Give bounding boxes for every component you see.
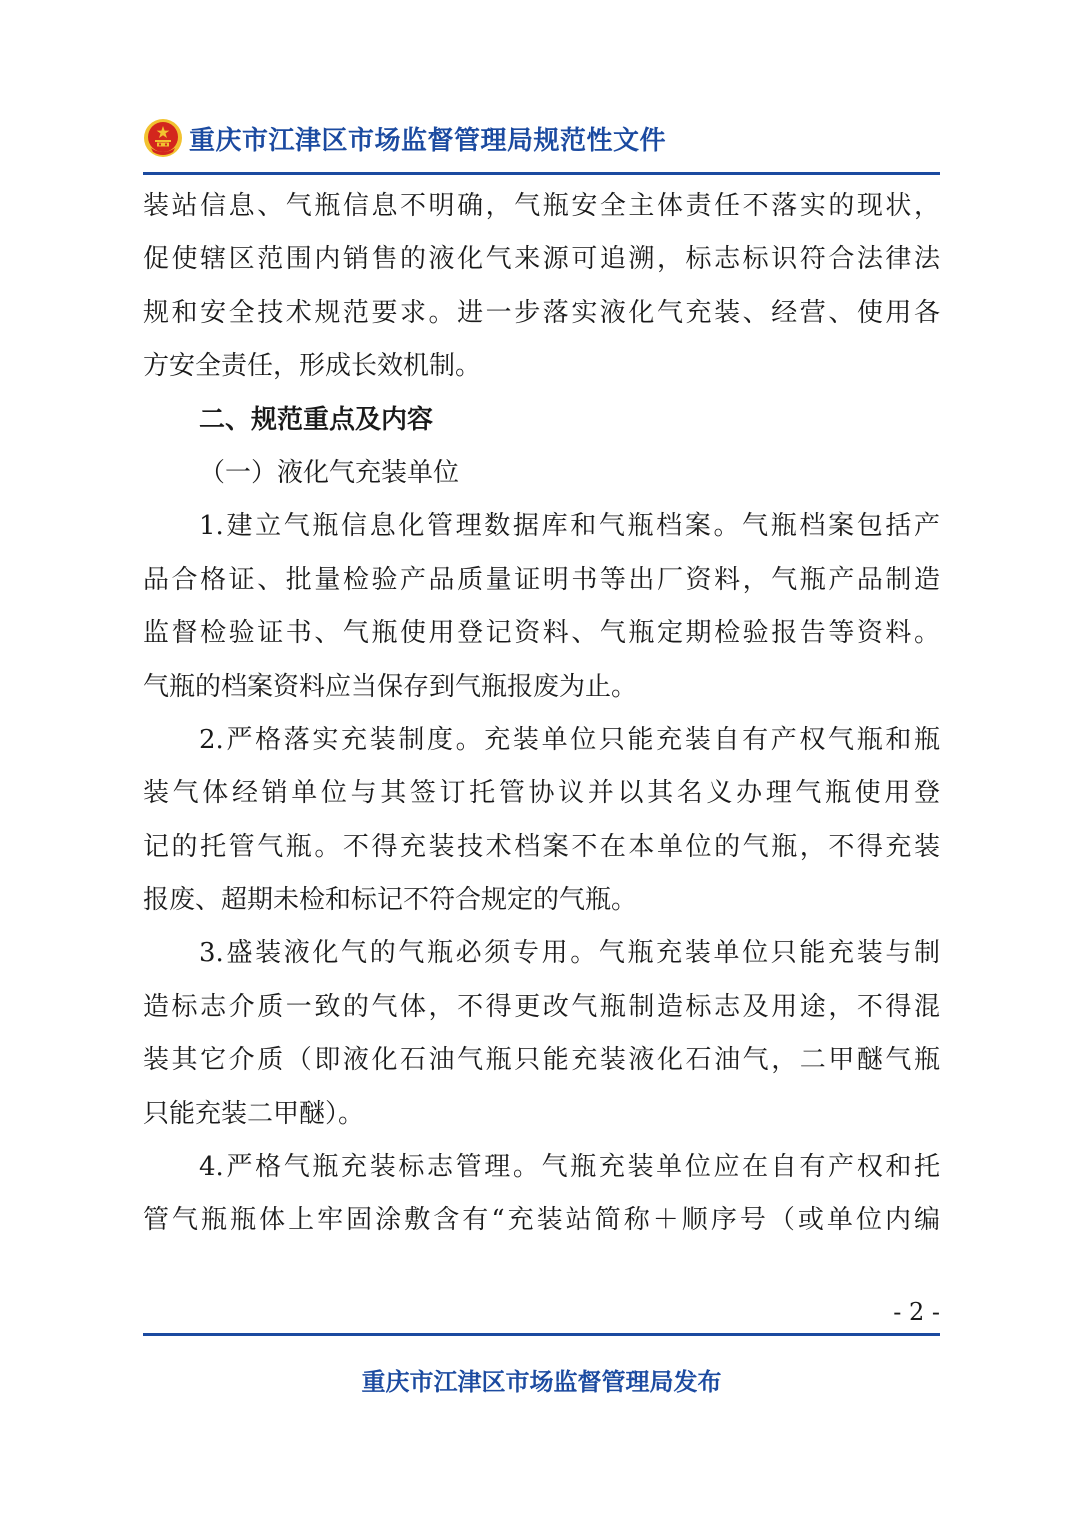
national-emblem-icon xyxy=(143,118,183,158)
body-line: 管气瓶瓶体上牢固涂敷含有“充装站简称＋顺序号（或单位内编 xyxy=(143,1205,940,1236)
body-line: 只能充装二甲醚）。 xyxy=(143,1098,365,1129)
page-number: - 2 - xyxy=(893,1298,940,1326)
body-line: 装其它介质（即液化石油气瓶只能充装液化石油气，二甲醚气瓶 xyxy=(143,1045,940,1076)
body-line: 方安全责任，形成长效机制。 xyxy=(143,351,482,382)
body-line: 4.严格气瓶充装标志管理。气瓶充装单位应在自有产权和托 xyxy=(199,1152,940,1183)
body-line: 装气体经销单位与其签订托管协议并以其名义办理气瓶使用登 xyxy=(143,778,940,809)
subsection-heading: （一）液化气充装单位 xyxy=(199,457,460,488)
footer-publisher: 重庆市江津区市场监督管理局发布 xyxy=(361,1368,722,1396)
body-line: 1.建立气瓶信息化管理数据库和气瓶档案。气瓶档案包括产 xyxy=(199,511,940,542)
footer-divider xyxy=(143,1333,940,1336)
body-line: 2.严格落实充装制度。充装单位只能充装自有产权气瓶和瓶 xyxy=(199,724,940,755)
header-divider xyxy=(143,172,940,175)
section-heading: 二、规范重点及内容 xyxy=(199,404,434,435)
body-line: 报废、超期未检和标记不符合规定的气瓶。 xyxy=(143,885,638,916)
body-line: 造标志介质一致的气体，不得更改气瓶制造标志及用途，不得混 xyxy=(143,991,940,1022)
body-line: 促使辖区范围内销售的液化气来源可追溯，标志标识符合法律法 xyxy=(143,244,940,275)
body-line: 监督检验证书、气瓶使用登记资料、气瓶定期检验报告等资料。 xyxy=(143,618,940,649)
body-line: 规和安全技术规范要求。进一步落实液化气充装、经营、使用各 xyxy=(143,297,940,328)
body-line: 气瓶的档案资料应当保存到气瓶报废为止。 xyxy=(143,671,638,702)
header-title: 重庆市江津区市场监督管理局规范性文件 xyxy=(189,125,667,156)
body-line: 记的托管气瓶。不得充装技术档案不在本单位的气瓶，不得充装 xyxy=(143,831,940,862)
body-line: 3.盛装液化气的气瓶必须专用。气瓶充装单位只能充装与制 xyxy=(199,938,940,969)
body-line: 品合格证、批量检验产品质量证明书等出厂资料，气瓶产品制造 xyxy=(143,564,940,595)
body-line: 装站信息、气瓶信息不明确，气瓶安全主体责任不落实的现状， xyxy=(143,191,940,221)
document-body xyxy=(143,180,940,1248)
document-header xyxy=(143,112,940,164)
